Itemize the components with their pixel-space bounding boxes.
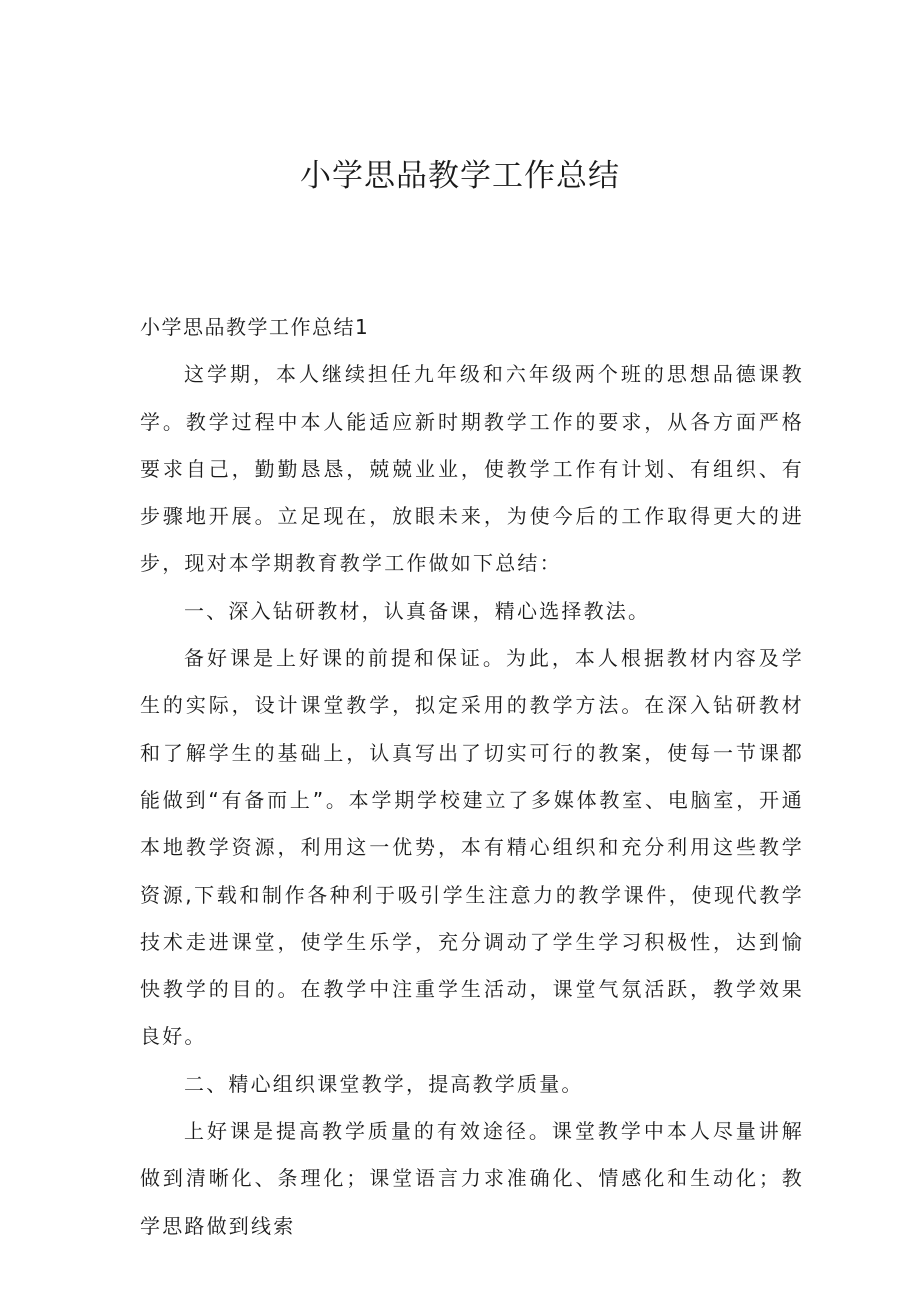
section-heading: 小学思品教学工作总结1 (140, 315, 370, 339)
document-body (140, 304, 804, 1250)
paragraph-lesson-prep: 备好课是上好课的前提和保证。为此，本人根据教材内容及学生的实际，设计课堂教学，拟定采用的教学方法。在深入钻研教材和了解学生的基础上，认真写出了切实可行的教案，使每一节课都能做到“有备而上”。本学期学校建立了多媒体教室、电脑室，开通本地教学资源，利用这一优势，本有精心组织和充分利用这些教学资源,下载和制作各种利于吸引学生注意力的教学课件，使现代教学技术走进课堂，使学生乐学，充分调动了学生学习积极性，达到愉快教学的目的。在教学中注重学生活动，课堂气氛活跃，教学效果良好。 (140, 646, 804, 1049)
paragraph-heading-two: 二、精心组织课堂教学，提高教学质量。 (184, 1071, 584, 1096)
document-title: 小学思品教学工作总结 (300, 158, 620, 194)
paragraph-classroom-teaching: 上好课是提高教学质量的有效途径。课堂教学中本人尽量讲解做到清晰化、条理化；课堂语言力求准确化、情感化和生动化；教学思路做到线索 (140, 1119, 804, 1238)
paragraph-intro: 这学期，本人继续担任九年级和六年级两个班的思想品德课教学。教学过程中本人能适应新时期教学工作的要求，从各方面严格要求自己，勤勤恳恳，兢兢业业，使教学工作有计划、有组织、有步骤地开展。立足现在，放眼未来，为使今后的工作取得更大的进步，现对本学期教育教学工作做如下总结： (140, 362, 804, 576)
paragraph-heading-one: 一、深入钻研教材，认真备课，精心选择教法。 (184, 598, 651, 623)
